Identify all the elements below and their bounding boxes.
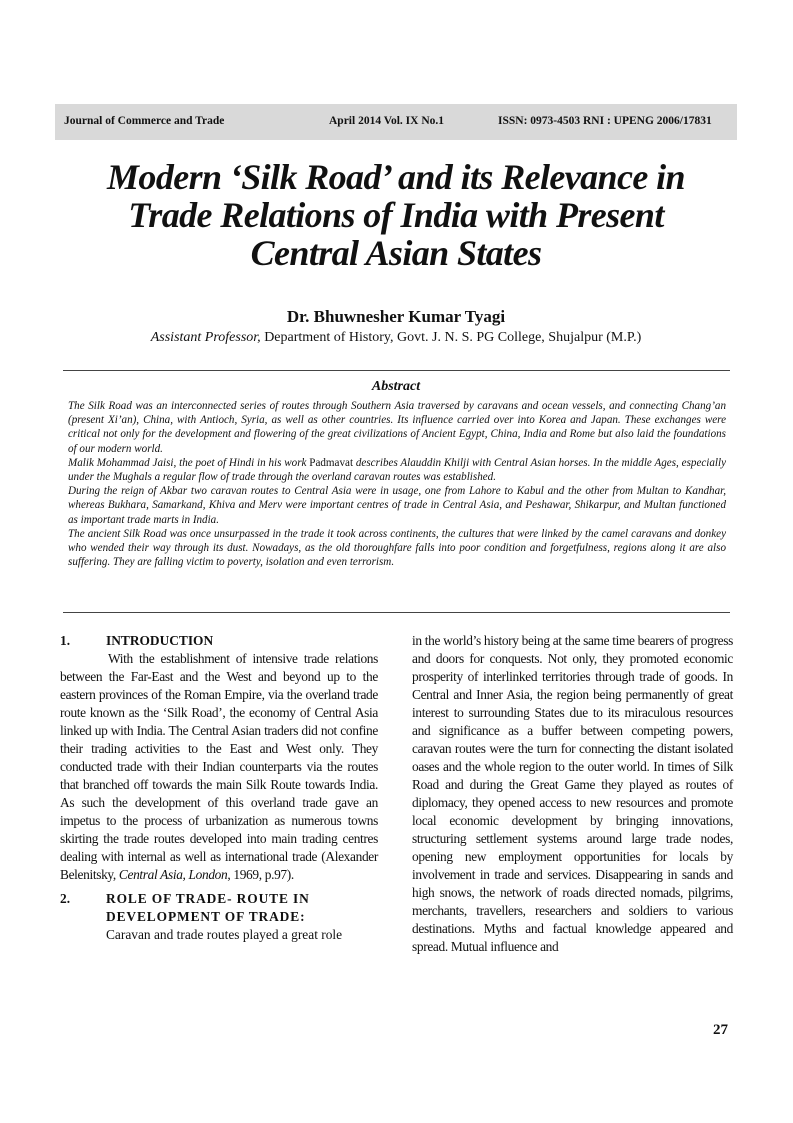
body-paragraph: With the establishment of intensive trade relations between the Far-East and the West and beyond up to the eastern provinces of the Roman Empire, via the overland trade route known as the ‘Silk Road’, the economy of Central Asia linked up with India. The Central Asian traders did not confine their trading activities to the East and West only. They conducted trade with their Indian counterparts via the routes that branched off towards the main Silk Route towards India. As such the development of this overland trade gave an impetus to the process of urbanization as numerous towns skirting the trade routes developed into main trading centres dealing with internal as well as international trade (Alexander Belenitsky, Central Asia, London, 1969, p.97). — [60, 651, 378, 882]
journal-name: Journal of Commerce and Trade — [64, 115, 225, 127]
body-paragraph: Caravan and trade routes played a great role — [106, 927, 343, 942]
right-column — [412, 632, 733, 956]
abstract-bottom-rule — [63, 612, 730, 613]
abstract-body — [68, 399, 726, 569]
affiliation-role: Assistant Professor, — [150, 330, 261, 345]
title-line: Trade Relations of India with Present — [128, 195, 664, 235]
running-header — [55, 104, 737, 140]
section-heading — [60, 890, 378, 926]
section-heading — [60, 632, 378, 650]
paper-title — [60, 158, 732, 272]
page-number: 27 — [713, 1022, 728, 1038]
abstract-paragraph: During the reign of Akbar two caravan routes to Central Asia were in usage, one from Lahore to Kabul and the other from Multan to Kandhar, whereas Bukhara, Samarkand, Khiva and Merv were important centres of trade in Central Asia, and Peshawar, Shikarpur, and Multan functioned as important trade marts in India. — [68, 485, 726, 526]
section-number: 2. — [60, 891, 71, 906]
section-title: INTRODUCTION — [106, 633, 214, 648]
title-line: Central Asian States — [250, 233, 542, 273]
abstract-paragraph: The ancient Silk Road was once unsurpassed in the trade it took across continents, the cultures that were linked by the camel caravans and donkey who wended their way through its dust. Nowadays, as the old thoroughfare falls into poor condition and forgetfulness, regions along it are also suffering. They are falling victim to poverty, isolation and even terrorism. — [68, 527, 726, 569]
section-title: ROLE OF TRADE- ROUTE IN DEVELOPMENT OF TRADE: — [106, 891, 310, 924]
abstract-paragraph: Malik Mohammad Jaisi, the poet of Hindi in his work Padmavat describes Alauddin Khilji with Central Asian horses. In the middle Ages, especially under the Mughals a regular flow of trade through the overland caravan routes was established. — [68, 456, 727, 484]
issue-info: April 2014 Vol. IX No.1 — [329, 115, 445, 127]
work-title: Padmavat — [309, 456, 354, 469]
affiliation-department: Department of History, Govt. J. N. S. PG College, Shujalpur (M.P.) — [260, 330, 642, 345]
abstract-heading: Abstract — [371, 379, 421, 394]
abstract-paragraph: The Silk Road was an interconnected series of routes through Southern Asia traversed by caravans and ocean vessels, and connecting Chang’an (present Xi’an), China, with Antioch, Syria, as well as other countries. Its influence carried over into Korea and Japan. These exchanges were critical not only for the development and flowering of the great civilizations of Ancient Egypt, China, India and Rome but also laid the foundations of our modern world. — [68, 400, 726, 455]
section-number: 1. — [60, 633, 71, 648]
body-paragraph: in the world’s history being at the same time bearers of progress and doors for conquests. Not only, they promoted economic prosperity of interlinked territories through trade of goods. In Central and Inner Asia, the region being permanently of great interest to surrounding States due to its miraculous resources and significance as a buffer between competing powers, caravan routes were the turn for connecting the distant isolated oases and the whole region to the outer world. In times of Silk Road and during the Great Game they played as routes of diplomacy, they opened access to new resources and promote local economic development by bringing innovations, structuring settlement systems around large trade nodes, opening new employment opportunities for locals by involvement in trade and services. Disappearing in sands and high snows, the network of roads directed nomads, pilgrims, merchants, travellers, researchers and soldiers to various destinations. Myths and factual knowledge appeared and spread. Mutual influence and — [412, 633, 733, 954]
author-affiliation — [60, 330, 732, 346]
left-column — [60, 632, 378, 944]
issn-info: ISSN: 0973-4503 RNI : UPENG 2006/17831 — [498, 115, 712, 127]
title-line: Modern ‘Silk Road’ and its Relevance in — [107, 157, 685, 197]
abstract-top-rule — [63, 370, 730, 371]
author-name: Dr. Bhuwnesher Kumar Tyagi — [286, 307, 506, 326]
citation-title: Central Asia, London — [118, 867, 228, 882]
